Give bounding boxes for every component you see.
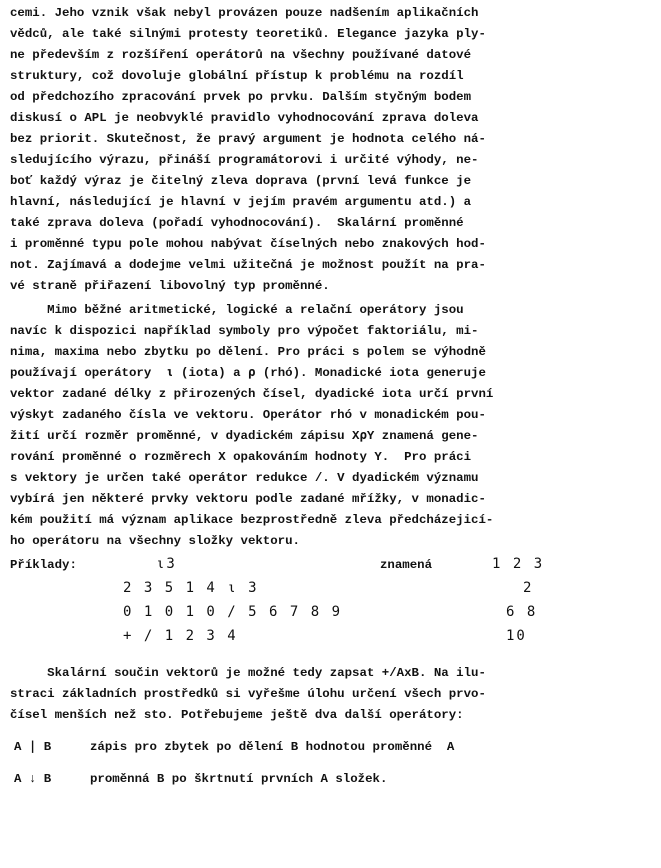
text-line: od předchozího zpracování prvek po prvku. Dalším styčným bodem bbox=[10, 90, 472, 104]
operator-description: zápis pro zbytek po dělení B hodnotou proměnné A bbox=[90, 740, 455, 754]
operator-symbol: A ∣ B bbox=[14, 740, 52, 754]
text-line: straci základních prostředků si vyřešme úlohu určení všech prvo- bbox=[10, 687, 486, 701]
text-line: nima, maxima nebo zbytku po dělení. Pro práci s polem se výhodně bbox=[10, 345, 486, 359]
example-result: 2 bbox=[523, 580, 534, 596]
example-expression: + / 1 2 3 4 bbox=[123, 628, 238, 644]
text-line: ne především z rozšíření operátorů na všechny používané datové bbox=[10, 48, 472, 62]
text-line: ho operátoru na všechny složky vektoru. bbox=[10, 534, 300, 548]
text-line: vektor zadané délky z přirozených čísel, dyadické iota určí první bbox=[10, 387, 494, 401]
text-line: vybírá jen některé prvky vektoru podle zadané mřížky, v monadic- bbox=[10, 492, 486, 506]
text-line: kém použití má význam aplikace bezprostředně zleva předcházejicí- bbox=[10, 513, 494, 527]
example-result: 10 bbox=[506, 628, 527, 644]
text-line: používají operátory ⍳ (iota) a ⍴ (rhó). Monadické iota generuje bbox=[10, 366, 486, 380]
text-line: žití určí rozměr proměnné, v dyadickém zápisu X⍴Y znamená gene- bbox=[10, 429, 479, 443]
examples-label: Příklady: bbox=[10, 558, 77, 572]
example-result: 1 2 3 bbox=[492, 556, 545, 572]
example-result: 6 8 bbox=[506, 604, 538, 620]
text-line: vědců, ale také silnými protesty teoretiků. Elegance jazyka ply- bbox=[10, 27, 486, 41]
text-line: i proměnné typu pole mohou nabývat číselných nebo znakových hod- bbox=[10, 237, 486, 251]
text-line: s vektory je určen také operátor redukce /. V dyadickém významu bbox=[10, 471, 479, 485]
text-line: Mimo běžné aritmetické, logické a relační operátory jsou bbox=[10, 303, 464, 317]
text-line: navíc k dispozici například symboly pro výpočet faktoriálu, mi- bbox=[10, 324, 479, 338]
text-line: bez priorit. Skutečnost, že pravý argument je hodnota celého ná- bbox=[10, 132, 486, 146]
text-line: výskyt zadaného čísla ve vektoru. Operátor rhó v monadickém pou- bbox=[10, 408, 486, 422]
text-line: Skalární součin vektorů je možné tedy zapsat +/AxB. Na ilu- bbox=[10, 666, 486, 680]
example-expression: 0 1 0 1 0 / 5 6 7 8 9 bbox=[123, 604, 343, 620]
text-line: boť každý výraz je čitelný zleva doprava (první levá funkce je bbox=[10, 174, 472, 188]
text-line: cemi. Jeho vznik však nebyl provázen pouze nadšením aplikačních bbox=[10, 6, 479, 20]
text-line: sledujícího výrazu, přináší programátorovi i určité výhody, ne- bbox=[10, 153, 479, 167]
text-line: také zprava doleva (pořadí vyhodnocování). Skalární proměnné bbox=[10, 216, 464, 230]
operator-symbol: A ↓ B bbox=[14, 772, 52, 786]
text-line: struktury, což dovoluje globální přístup k problému na rozdíl bbox=[10, 69, 464, 83]
text-line: vé straně přiřazení libovolný typ proměnné. bbox=[10, 279, 330, 293]
example-expression: 2 3 5 1 4 ⍳ 3 bbox=[123, 580, 259, 596]
example-expression: ⍳3 bbox=[156, 556, 177, 572]
text-line: diskusí o APL je neobvyklé pravidlo vyhodnocování zprava doleva bbox=[10, 111, 479, 125]
text-line: not. Zajímavá a dodejme velmi užitečná je možnost použít na pra- bbox=[10, 258, 486, 272]
operator-description: proměnná B po škrtnutí prvních A složek. bbox=[90, 772, 388, 786]
meaning-label: znamená bbox=[380, 558, 433, 572]
text-line: hlavní, následující je hlavní v jejím pravém argumentu atd.) a bbox=[10, 195, 472, 209]
text-line: rování proměnné o rozměrech X opakováním hodnoty Y. Pro práci bbox=[10, 450, 472, 464]
text-line: čísel menších než sto. Potřebujeme ještě dva další operátory: bbox=[10, 708, 464, 722]
